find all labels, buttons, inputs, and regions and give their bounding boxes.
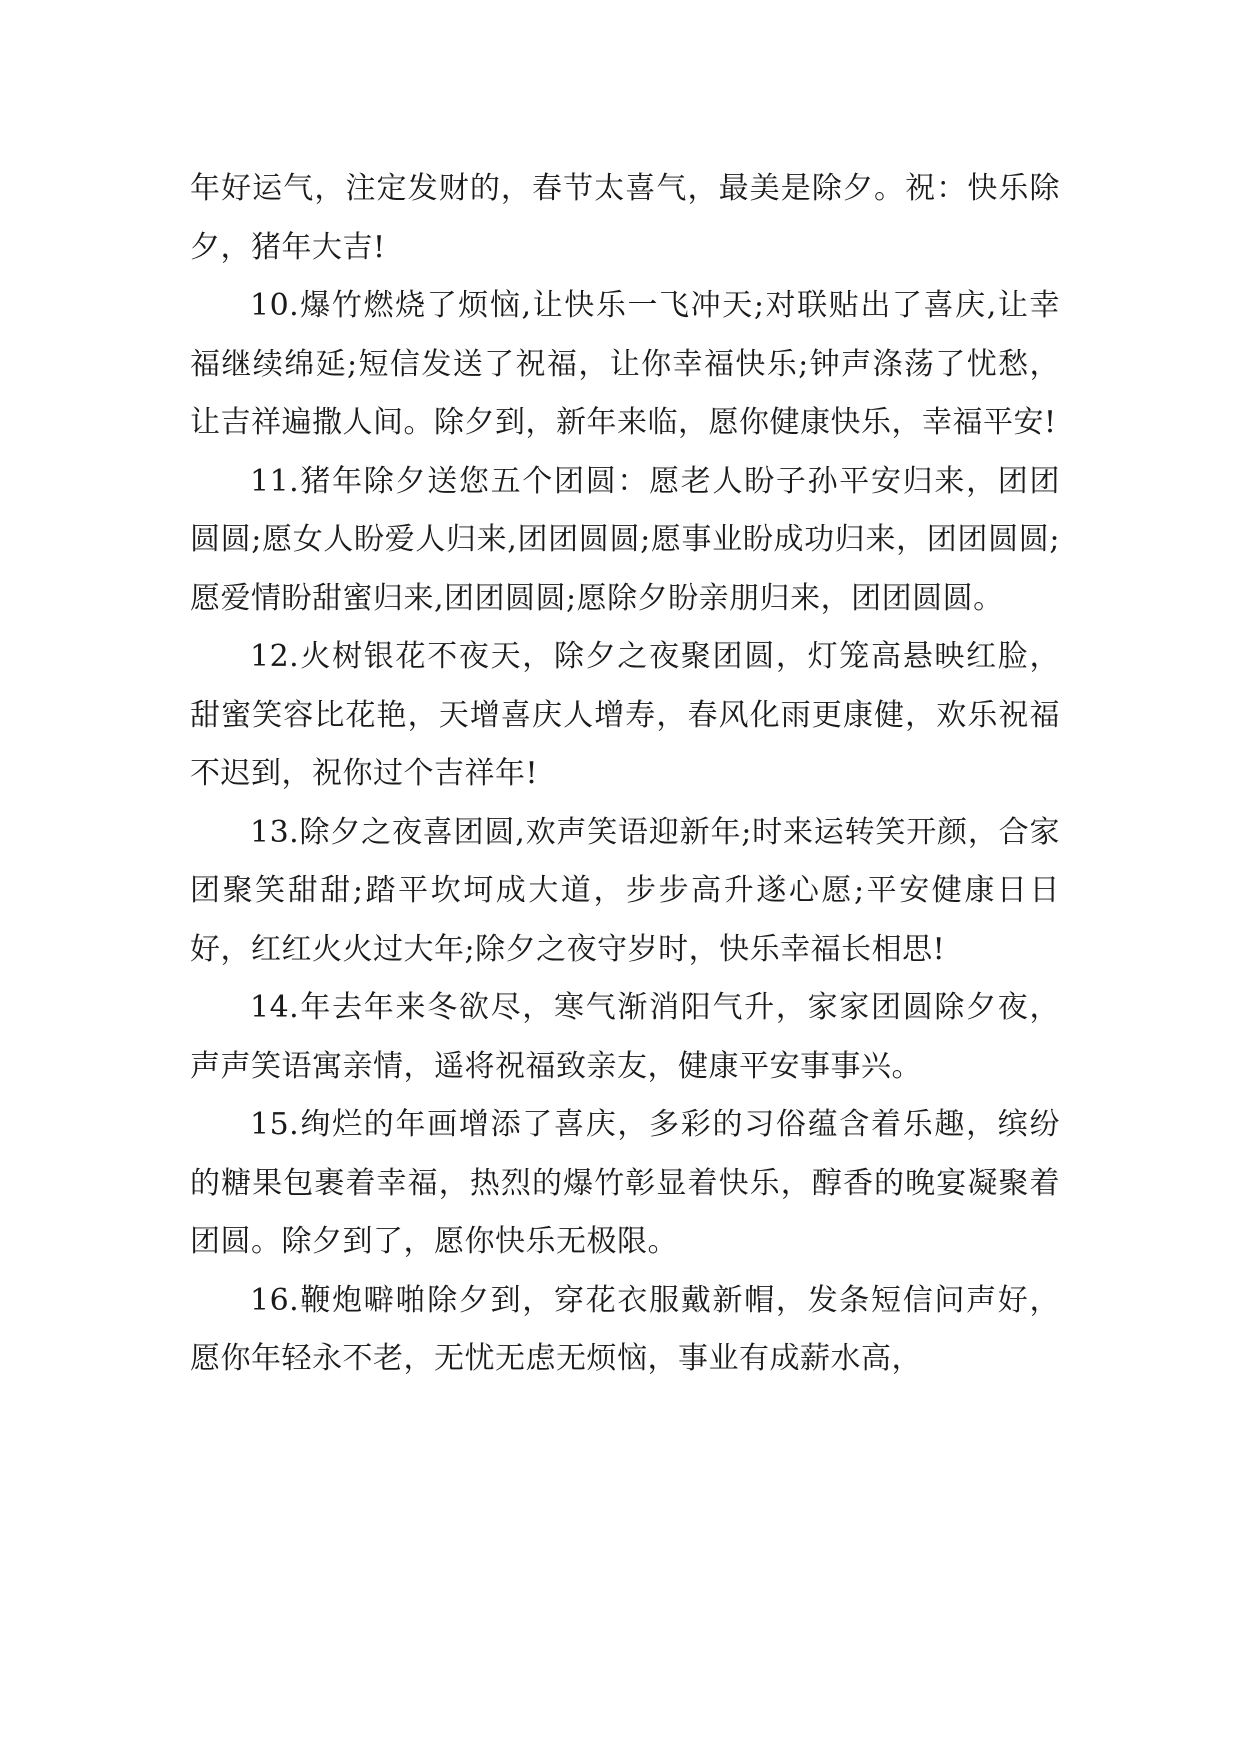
document-page [190, 160, 1060, 1389]
paragraph-13: 13.除夕之夜喜团圆,欢声笑语迎新年;时来运转笑开颜，合家团聚笑甜甜;踏平坎坷成大道，步步高升遂心愿;平安健康日日好，红红火火过大年;除夕之夜守岁时，快乐幸福长相思! [190, 814, 1060, 967]
paragraph-14: 14.年去年来冬欲尽，寒气渐消阳气升，家家团圆除夕夜，声声笑语寓亲情，遥将祝福致亲友，健康平安事事兴。 [190, 990, 1060, 1084]
paragraph-16: 16.鞭炮噼啪除夕到，穿花衣服戴新帽，发条短信问声好，愿你年轻永不老，无忧无虑无烦恼，事业有成薪水高， [190, 1282, 1060, 1376]
paragraph-continued: 年好运气，注定发财的，春节太喜气，最美是除夕。祝：快乐除夕，猪年大吉! [190, 171, 1060, 265]
paragraph-11: 11.猪年除夕送您五个团圆：愿老人盼子孙平安归来，团团圆圆;愿女人盼爱人归来,团团圆圆;愿事业盼成功归来，团团圆圆;愿爱情盼甜蜜归来,团团圆圆;愿除夕盼亲朋归来，团团圆圆。 [190, 463, 1060, 616]
paragraph-10: 10.爆竹燃烧了烦恼,让快乐一飞冲天;对联贴出了喜庆,让幸福继续绵延;短信发送了祝福，让你幸福快乐;钟声涤荡了忧愁，让吉祥遍撒人间。除夕到，新年来临，愿你健康快乐，幸福平安! [190, 288, 1060, 440]
paragraph-12: 12.火树银花不夜天，除夕之夜聚团圆，灯笼高悬映红脸，甜蜜笑容比花艳，天增喜庆人增寿，春风化雨更康健，欢乐祝福不迟到，祝你过个吉祥年! [190, 639, 1060, 791]
paragraph-15: 15.绚烂的年画增添了喜庆，多彩的习俗蕴含着乐趣，缤纷的糖果包裹着幸福，热烈的爆竹彰显着快乐，醇香的晚宴凝聚着团圆。除夕到了，愿你快乐无极限。 [190, 1107, 1060, 1259]
